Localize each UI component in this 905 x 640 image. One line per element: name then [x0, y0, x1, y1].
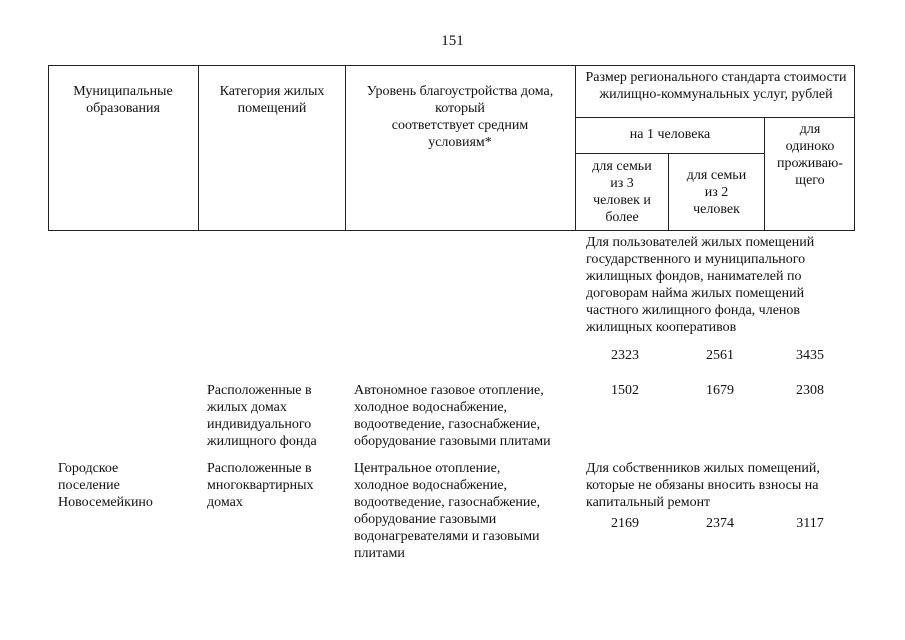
value-single: 3117 [796, 516, 824, 531]
header-family-2-line: человек [693, 202, 740, 217]
section-title-line: жилищных кооперативов [586, 320, 737, 335]
value-family-2: 2374 [706, 516, 734, 531]
column-divider-1 [198, 65, 199, 231]
header-family-3-line: более [605, 210, 639, 225]
category-line: Расположенные в [207, 383, 312, 398]
category-line: многоквартирных [207, 478, 314, 493]
per-person-divider [575, 153, 765, 154]
section-title-line: Для пользователей жилых помещений [586, 235, 815, 250]
header-family-3-line: для семьи [592, 159, 652, 174]
header-level-line: соответствует средним условиям* [391, 118, 529, 150]
row-private-level [354, 382, 579, 450]
section-title-owners [586, 460, 861, 511]
page-number: 151 [441, 33, 464, 49]
section-title-tenants [586, 234, 856, 336]
level-line: оборудование газовыми плитами [354, 434, 551, 449]
column-divider-3 [575, 65, 576, 231]
header-single [766, 121, 854, 189]
section-title-line: капитальный ремонт [586, 495, 711, 510]
column-divider-4 [668, 153, 669, 231]
header-single-line: для [799, 122, 821, 137]
section-title-line: Для собственников жилых помещений, [586, 461, 820, 476]
level-line: Центральное отопление, [354, 461, 501, 476]
municipality-line: Новосемейкино [58, 495, 153, 510]
municipality-line: Городское [58, 461, 119, 476]
table-left-border [48, 65, 49, 231]
value-family-3: 2323 [611, 348, 639, 363]
level-line: водоотведение, газоснабжение, [354, 417, 541, 432]
header-family-3-line: из 3 [610, 176, 634, 191]
level-line: оборудование газовыми [354, 512, 497, 527]
section-title-line: частного жилищного фонда, членов [586, 303, 801, 318]
header-family-2-line: из 2 [704, 185, 729, 200]
header-family-2 [670, 167, 763, 218]
value-family-2: 2561 [706, 348, 734, 363]
level-line: холодное водоснабжение, [354, 400, 508, 415]
value-family-3: 1502 [611, 383, 639, 398]
table-top-border [48, 65, 855, 66]
row-novosemeykino-level [354, 460, 579, 562]
section-title-line: жилищных фондов, нанимателей по [586, 269, 802, 284]
level-line: холодное водоснабжение, [354, 478, 508, 493]
value-family-2: 1679 [706, 383, 734, 398]
header-level [350, 83, 570, 151]
header-single-line: проживаю- [776, 156, 844, 171]
column-divider-2 [345, 65, 346, 231]
column-divider-5 [764, 117, 765, 231]
header-single-line: одиноко [785, 139, 835, 154]
level-line: водонагревателями и газовыми [354, 529, 540, 544]
row-novosemeykino-category [207, 460, 342, 511]
header-per-person: на 1 человека [629, 127, 711, 142]
level-line: плитами [354, 546, 405, 561]
table-header-bottom-border [48, 230, 855, 231]
category-line: жилых домах [207, 400, 287, 415]
header-category: Категория жилых помещений [219, 84, 325, 116]
header-municipality: Муниципальные образования [73, 84, 173, 116]
row-novosemeykino-municipality [58, 460, 198, 511]
section-title-line: государственного и муниципального [586, 252, 806, 267]
section-title-line: которые не обязаны вносить взносы на [586, 478, 819, 493]
header-single-line: щего [795, 173, 825, 188]
header-level-line: Уровень благоустройства дома, который [366, 84, 554, 116]
header-family-3-line: человек и [593, 193, 651, 208]
standard-header-divider [575, 117, 855, 118]
value-family-3: 2169 [611, 516, 639, 531]
level-line: Автономное газовое отопление, [354, 383, 544, 398]
category-line: Расположенные в [207, 461, 312, 476]
category-line: жилищного фонда [207, 434, 317, 449]
value-single: 3435 [796, 348, 824, 363]
header-family-3 [577, 158, 667, 226]
table-right-border [854, 65, 855, 231]
value-single: 2308 [796, 383, 824, 398]
municipality-line: поселение [58, 478, 120, 493]
category-line: домах [207, 495, 243, 510]
level-line: водоотведение, газоснабжение, [354, 495, 541, 510]
row-private-category [207, 382, 342, 450]
section-title-line: договорам найма жилых помещений [586, 286, 805, 301]
category-line: индивидуального [207, 417, 312, 432]
header-family-2-line: для семьи [686, 168, 747, 183]
header-standard: Размер регионального стандарта стоимости жилищно-коммунальных услуг, рублей [585, 70, 847, 102]
